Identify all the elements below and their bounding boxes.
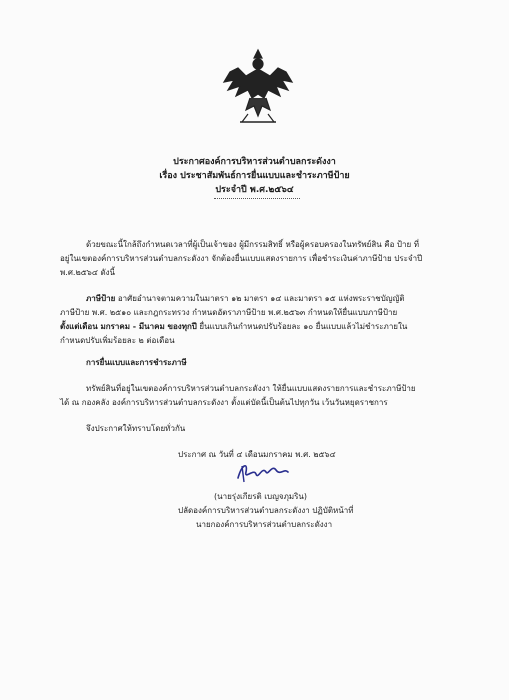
signatory-name: (นายรุ่งเกียรติ เบญจภุมริน) (214, 492, 308, 501)
title-divider (214, 198, 300, 199)
closing-statement: จึงประกาศให้ทราบโดยทั่วกัน (86, 424, 186, 433)
signatory-position-1: ปลัดองค์การบริหารส่วนตำบลกระดังงา ปฏิบัติหน้าที่ (178, 506, 354, 515)
p2-line-2: ภาษีป้าย พ.ศ. ๒๕๑๐ และกฎกระทรวง กำหนดอัตราภาษีป้าย พ.ศ.๒๕๖๓ กำหนดให้ยื่นแบบภาษีป้าย (60, 308, 398, 317)
announcement-title: ประกาศองค์การบริหารส่วนตำบลกระดังงา (173, 157, 336, 167)
p3-line-1: ทรัพย์สินที่อยู่ในเขตองค์การบริหารส่วนตำบลกระดังงา ให้ยื่นแบบแสดงรายการและชำระภาษีป้าย (86, 384, 416, 393)
announcement-date: ประกาศ ณ วันที่ ๔ เดือนมกราคม พ.ศ. ๒๕๖๔ (178, 450, 336, 459)
filing-period: ตั้งแต่เดือน มกราคม - มีนาคม ของทุกปี (60, 322, 197, 331)
announcement-year: ประจำปี พ.ศ.๒๕๖๔ (215, 185, 294, 195)
p1-line-2: อยู่ในเขตองค์การบริหารส่วนตำบลกระดังงา จักต้องยื่นแบบแสดงรายการ เพื่อชำระเงินค่าภาษีป้าย ประจำปี (60, 254, 423, 263)
p2-line-1: ภาษีป้าย อาศัยอำนาจตามความในมาตรา ๑๒ มาตรา ๑๔ และมาตรา ๑๕ แห่งพระราชบัญญัติ (86, 294, 405, 303)
p3-line-2: ได้ ณ กองคลัง องค์การบริหารส่วนตำบลกระดังงา ตั้งแต่บัดนี้เป็นต้นไปทุกวัน เว้นวันหยุดราชการ (60, 398, 388, 407)
p2-line-3: ตั้งแต่เดือน มกราคม - มีนาคม ของทุกปี ยื่นแบบเกินกำหนดปรับร้อยละ ๑๐ ยื่นแบบแล้วไม่ชำระภายใน (60, 322, 408, 331)
p2-line-4: กำหนดปรับเพิ่มร้อยละ ๒ ต่อเดือน (60, 336, 175, 345)
handwritten-signature (232, 458, 292, 488)
p1-line-1: ด้วยขณะนี้ใกล้ถึงกำหนดเวลาที่ผู้เป็นเจ้าของ ผู้มีกรรมสิทธิ์ หรือผู้ครอบครองในทรัพย์สิน คือ ป้าย ที่ (86, 240, 419, 249)
garuda-emblem-icon (216, 44, 300, 128)
signage-tax-label: ภาษีป้าย (86, 294, 116, 303)
section-heading: การยื่นแบบและการชำระภาษี (86, 358, 187, 367)
signatory-position-2: นายกองค์การบริหารส่วนตำบลกระดังงา (196, 520, 333, 529)
announcement-subject: เรื่อง ประชาสัมพันธ์การยื่นแบบและชำระภาษีป้าย (159, 171, 350, 181)
p1-line-3: พ.ศ.๒๕๖๔ ดังนี้ (60, 268, 116, 277)
